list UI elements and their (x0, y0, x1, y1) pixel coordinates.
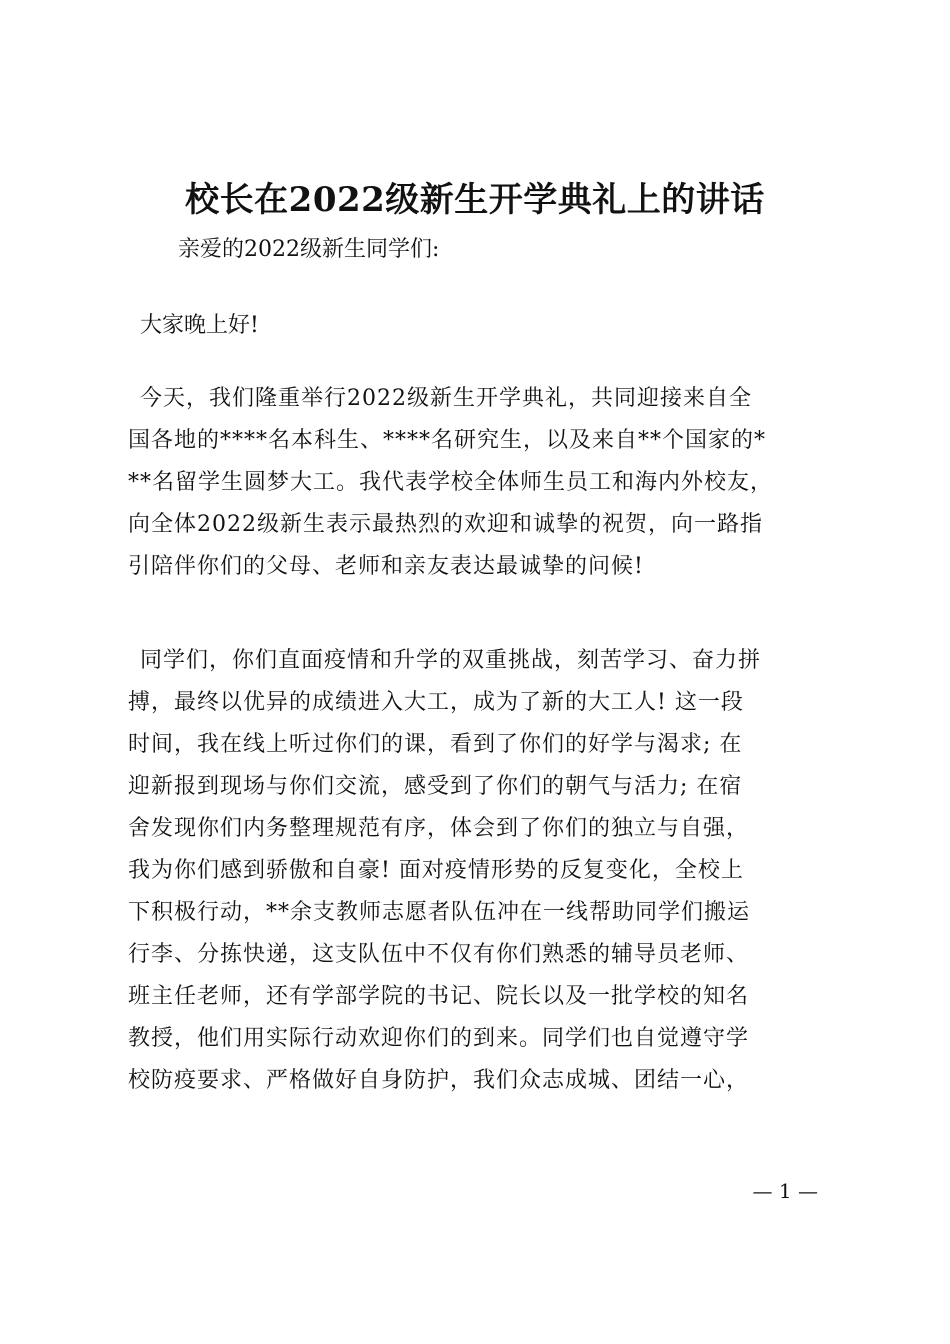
paragraph-2 (128, 640, 828, 1102)
paragraph-line: 同学们，你们直面疫情和升学的双重挑战，刻苦学习、奋力拼 (140, 648, 762, 673)
paragraph-line: 校防疫要求、严格做好自身防护，我们众志成城、团结一心， (128, 1068, 750, 1093)
salutation: 亲爱的2022级新生同学们: (178, 237, 440, 262)
paragraph-line: 时间，我在线上听过你们的课，看到了你们的好学与渴求; 在 (128, 732, 743, 757)
paragraph-line: 搏，最终以优异的成绩进入大工，成为了新的大工人! 这一段 (128, 690, 744, 715)
paragraph-line: **名留学生圆梦大工。我代表学校全体师生员工和海内外校友， (128, 470, 774, 495)
paragraph-line: 班主任老师，还有学部学院的书记、院长以及一批学校的知名 (128, 984, 750, 1009)
paragraph-1 (128, 378, 828, 588)
paragraph-line: 今天，我们隆重举行2022级新生开学典礼，共同迎接来自全 (140, 386, 752, 411)
greeting: 大家晚上好! (140, 313, 259, 338)
page-number: — 1 — (752, 1179, 818, 1203)
document-title: 校长在2022级新生开学典礼上的讲话 (185, 180, 765, 220)
paragraph-line: 舍发现你们内务整理规范有序，体会到了你们的独立与自强， (128, 816, 750, 841)
paragraph-line: 迎新报到现场与你们交流，感受到了你们的朝气与活力; 在宿 (128, 774, 743, 799)
paragraph-line: 行李、分拣快递，这支队伍中不仅有你们熟悉的辅导员老师、 (128, 942, 750, 967)
paragraph-line: 我为你们感到骄傲和自豪! 面对疫情形势的反复变化，全校上 (128, 858, 744, 883)
paragraph-line: 引陪伴你们的父母、老师和亲友表达最诚挚的问候! (128, 554, 644, 579)
paragraph-line: 教授，他们用实际行动欢迎你们的到来。同学们也自觉遵守学 (128, 1026, 750, 1051)
paragraph-line: 向全体2022级新生表示最热烈的欢迎和诚挚的祝贺，向一路指 (128, 512, 763, 537)
paragraph-line: 国各地的****名本科生、****名研究生，以及来自**个国家的* (128, 428, 767, 453)
paragraph-line: 下积极行动，**余支教师志愿者队伍冲在一线帮助同学们搬运 (128, 900, 751, 925)
